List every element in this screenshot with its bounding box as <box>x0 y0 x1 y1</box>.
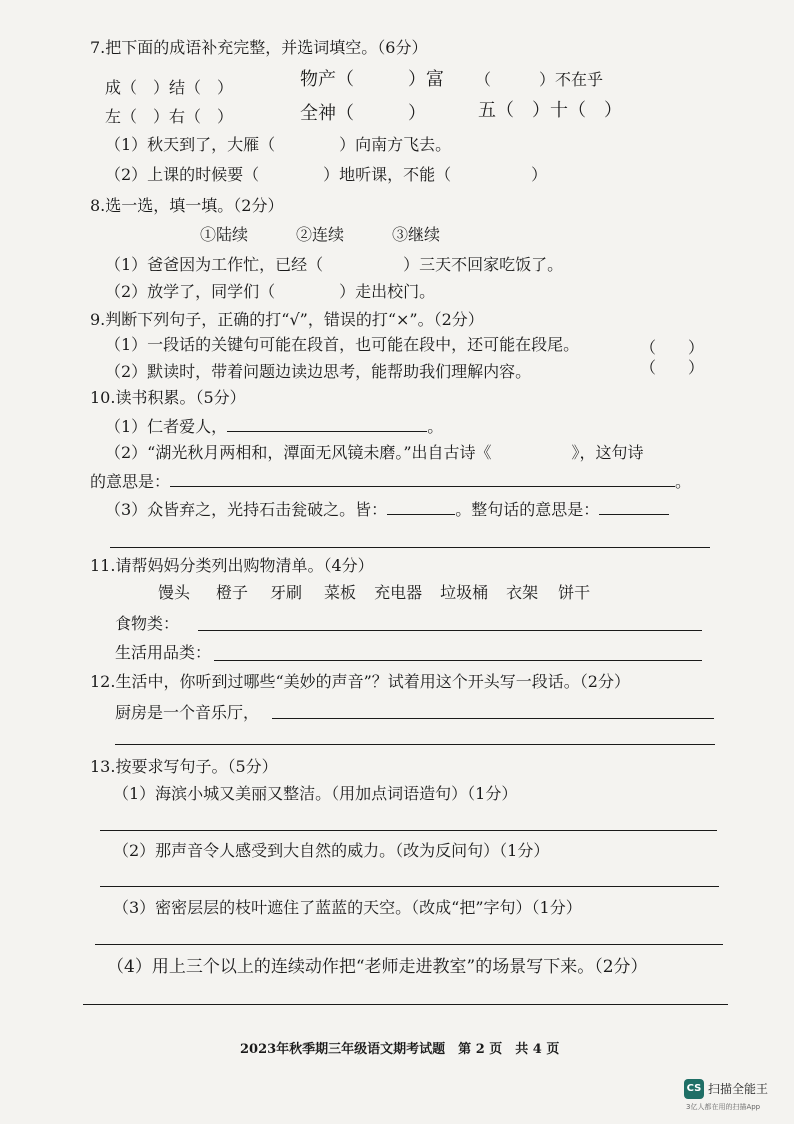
q7-idiom-3: （ ）不在乎 <box>475 70 604 89</box>
q11-food-line[interactable] <box>198 630 702 631</box>
q10-blank-2[interactable] <box>170 470 675 487</box>
q9-sentence-1: （1）一段话的关键句可能在段首，也可能在段中，还可能在段尾。 <box>105 335 580 354</box>
q11-item: 衣架 <box>506 583 539 602</box>
q11-item: 橙子 <box>216 583 249 602</box>
q10-item-1: （1）仁者爱人， 。 <box>105 417 444 436</box>
q11-item-list <box>158 583 590 603</box>
q13-task-4: （4）用上三个以上的连续动作把“老师走进教室”的场景写下来。（2分） <box>107 957 648 977</box>
q13-line-2[interactable] <box>100 886 719 887</box>
q12-starter: 厨房是一个音乐厅， <box>115 703 260 722</box>
q11-item: 馒头 <box>158 583 191 602</box>
q7-idiom-2: 物产（ ）富 <box>300 69 444 90</box>
q13-task-1: （1）海滨小城又美丽又整洁。（用加点词语造句）（1分） <box>113 784 518 803</box>
q7-title: 7.把下面的成语补充完整，并选词填空。（6分） <box>90 38 428 57</box>
q7-idiom-4: 左（ ）右（ ） <box>105 107 234 126</box>
q12-line-1[interactable] <box>272 718 714 719</box>
q11-daily-line[interactable] <box>214 660 702 661</box>
q11-food-label: 食物类： <box>115 614 180 633</box>
q13-title: 13.按要求写句子。（5分） <box>90 757 278 776</box>
q13-task-3: （3）密密层层的枝叶遮住了蓝蓝的天空。（改成“把”字句）（1分） <box>113 898 582 917</box>
q8-option-1: ①陆续 <box>200 225 249 244</box>
q10-blank-1[interactable] <box>227 415 427 432</box>
q8-option-2: ②连续 <box>296 225 345 244</box>
q11-item: 菜板 <box>324 583 357 602</box>
q11-item: 垃圾桶 <box>440 583 489 602</box>
q10-blank-4[interactable] <box>599 498 669 515</box>
q13-line-4[interactable] <box>83 1004 728 1005</box>
cs-logo-icon: CS <box>684 1079 704 1099</box>
q9-answer-box-2: （ ） <box>640 358 705 377</box>
q7-sentence-2: （2）上课的时候要（ ）地听课，不能（ ） <box>105 165 548 184</box>
q9-sentence-2: （2）默读时，带着问题边读边思考，能帮助我们理解内容。 <box>105 362 532 381</box>
q13-line-3[interactable] <box>95 944 723 945</box>
q12-line-2[interactable] <box>115 744 715 745</box>
q7-idiom-5: 全神（ ） <box>300 103 426 124</box>
q8-sentence-1: （1）爸爸因为工作忙，已经（ ）三天不回家吃饭了。 <box>105 255 564 274</box>
q12-title: 12.生活中，你听到过哪些“美妙的声音”？试着用这个开头写一段话。（2分） <box>90 672 630 691</box>
logo-name: 扫描全能王 <box>708 1082 769 1096</box>
scanner-logo <box>684 1079 790 1119</box>
q8-sentence-2: （2）放学了，同学们（ ）走出校门。 <box>105 282 436 301</box>
q11-item: 牙刷 <box>270 583 303 602</box>
q7-idiom-6: 五（ ）十（ ） <box>478 100 622 121</box>
page-footer: 2023年秋季期三年级语文期考试题 第 2 页 共 4 页 <box>240 1042 560 1057</box>
q10-blank-3[interactable] <box>387 498 455 515</box>
q7-sentence-1: （1）秋天到了，大雁（ ）向南方飞去。 <box>105 135 452 154</box>
q11-title: 11.请帮妈妈分类列出购物清单。（4分） <box>90 556 374 575</box>
logo-slogan: 3亿人都在用的扫描App <box>686 1103 761 1111</box>
q10-item-2: （2）“湖光秋月两相和，潭面无风镜未磨。”出自古诗《 》，这句诗 <box>105 443 644 462</box>
q11-item: 充电器 <box>374 583 423 602</box>
q8-title: 8.选一选，填一填。（2分） <box>90 196 284 215</box>
q9-answer-box-1: （ ） <box>640 338 705 357</box>
q9-title: 9.判断下列句子，正确的打“√”，错误的打“×”。（2分） <box>90 310 484 329</box>
q13-task-2: （2）那声音令人感受到大自然的威力。（改为反问句）（1分） <box>113 841 550 860</box>
q10-item-3: （3）众皆弃之，光持石击瓮破之。皆： 。整句话的意思是： <box>105 498 669 520</box>
q13-line-1[interactable] <box>100 830 717 831</box>
q7-idiom-1: 成（ ）结（ ） <box>105 78 234 97</box>
q10-answer-line[interactable] <box>110 547 710 548</box>
q10-title: 10.读书积累。（5分） <box>90 388 246 407</box>
q8-option-3: ③继续 <box>392 225 441 244</box>
q11-daily-label: 生活用品类： <box>115 643 212 662</box>
q10-item-2-meaning: 的意思是： 。 <box>90 472 692 491</box>
q11-item: 饼干 <box>558 583 591 602</box>
